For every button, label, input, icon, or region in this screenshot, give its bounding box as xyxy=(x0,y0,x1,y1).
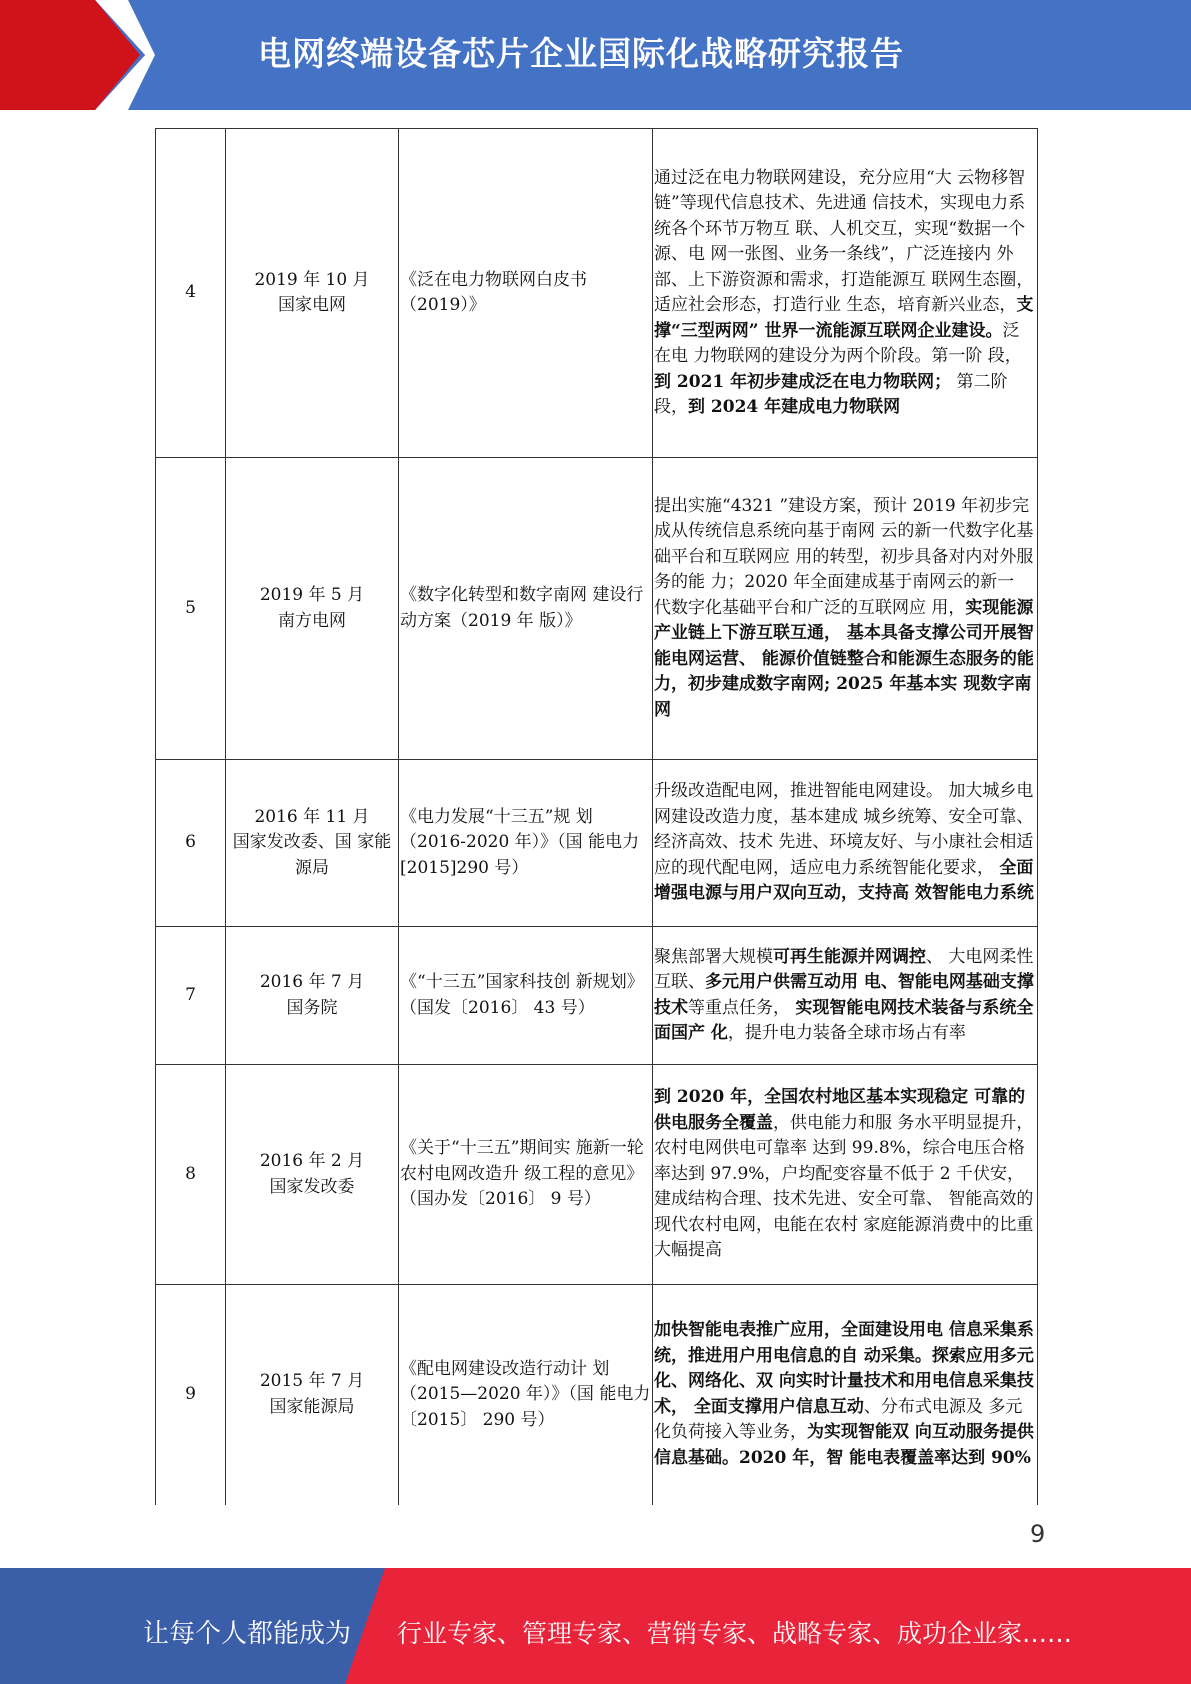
table-row xyxy=(156,1065,1038,1285)
date-org-cell xyxy=(226,129,399,458)
content-segment: 等重点任务， xyxy=(688,997,796,1018)
date-org-cell xyxy=(226,760,399,927)
policy-content xyxy=(653,760,1038,927)
date-org-cell xyxy=(226,927,399,1065)
policy-content xyxy=(653,458,1038,760)
table-row xyxy=(156,927,1038,1065)
row-number: 4 xyxy=(156,129,226,458)
document-name: 《数字化转型和数字南网 建设行动方案（2019 年 版）》 xyxy=(399,458,653,760)
content-bold-segment: 支撑“三型两网” 世界一流能源互联网企业建设。 xyxy=(654,295,1034,341)
issuing-org: 国家发改委 xyxy=(269,1176,355,1197)
content-bold-segment: 可再生能源并网调控 xyxy=(773,946,926,967)
document-name: 《泛在电力物联网白皮书（2019）》 xyxy=(399,129,653,458)
document-name: 《“十三五”国家科技创 新规划》（国发〔2016〕 43 号） xyxy=(399,927,653,1065)
content-segment: ，供电能力和服 务水平明显提升，农村电网供电可靠率 达到 99.8%，综合电压合格率达到 97.9%，户均配变容量不低于 2 千伏安， 建成结构合理、技术先进、安全可靠、 智能高效的现代农村电网，电能在农村 家庭能源消费中的比重大幅提高 xyxy=(654,1112,1034,1261)
date-org-cell xyxy=(226,458,399,760)
issue-date: 2015 年 7 月 xyxy=(259,1371,365,1392)
row-number: 7 xyxy=(156,927,226,1065)
row-number: 9 xyxy=(156,1285,226,1505)
row-number: 8 xyxy=(156,1065,226,1285)
issue-date: 2016 年 2 月 xyxy=(259,1151,365,1171)
page-number: 9 xyxy=(1030,1520,1046,1548)
content-segment: 聚焦部署大规模 xyxy=(654,946,773,967)
content-segment: 、 大电网柔性互联、 xyxy=(654,946,1034,992)
content-segment: 、分布式电源及 多元化负荷接入等业务， xyxy=(654,1396,1023,1443)
content-segment: 泛在电 力物联网的建设分为两个阶段。第一阶 段， xyxy=(654,320,1022,366)
table-row xyxy=(156,458,1038,760)
content-bold-segment: 实现智能电网技术装备与系统全面国产 化 xyxy=(654,997,1034,1043)
content-bold-segment: 为实现智能双 向互动服务提供信息基础。2020 年，智 能电表覆盖率达到 90% xyxy=(654,1422,1034,1468)
content-bold-segment: 到 2024 年建成电力物联网 xyxy=(688,397,901,417)
issue-date: 2016 年 11 月 xyxy=(254,806,370,827)
footer-slogan-right: 行业专家、管理专家、营销专家、战略专家、成功企业家…… xyxy=(397,1619,1073,1648)
report-title: 电网终端设备芯片企业国际化战略研究报告 xyxy=(258,34,904,73)
policy-table-body xyxy=(156,129,1038,1505)
document-name: 《关于“十三五”期间实 施新一轮农村电网改造升 级工程的意见》（国办发〔2016〕 9 号） xyxy=(399,1065,653,1285)
policy-content xyxy=(653,1285,1038,1505)
footer-slogan-left: 让每个人都能成为 xyxy=(143,1619,352,1649)
policy-content xyxy=(653,1065,1038,1285)
issue-date: 2019 年 10 月 xyxy=(254,269,370,290)
content-segment: 通过泛在电力物联网建设，充分应用“大 云物移智链”等现代信息技术、先进通 信技术，实现电力系统各个环节万物互 联、人机交互，实现“数据一个源、电 网一张图、业务一条线”，广泛连接内 外部、上下游资源和需求，打造能源互 联网生态圈，适应社会形态，打造行业 生态，培育新兴业态， xyxy=(654,167,1034,315)
issue-date: 2019 年 5 月 xyxy=(259,585,365,605)
content-segment: ，提升电力装备全球市场占有率 xyxy=(727,1023,966,1043)
table-row xyxy=(156,129,1038,458)
row-number: 5 xyxy=(156,458,226,760)
issue-date: 2016 年 7 月 xyxy=(259,972,365,992)
policy-content xyxy=(653,927,1038,1065)
page-footer xyxy=(0,1568,1191,1684)
content-bold-segment: 多元用户供需互动用 电、智能电网基础支撑技术 xyxy=(654,972,1034,1018)
content-bold-segment: 实现能源产业链上下游互联互通， 基本具备支撑公司开展智能电网运营、 能源价值链整合和能源生态服务的能 力，初步建成数字南网; 2025 年基本实 现数字南网 xyxy=(654,597,1034,720)
content-segment: 升级改造配电网，推进智能电网建设。 加大城乡电网建设改造力度，基本建成 城乡统筹、安全可靠、经济高效、技术 先进、环境友好、与小康社会相适应的现代配电网，适应电力系统智能化要求， xyxy=(654,781,1034,878)
document-name: 《配电网建设改造行动计 划（2015—2020 年）》（国 能电力〔2015〕 290 号） xyxy=(399,1285,653,1505)
row-number: 6 xyxy=(156,760,226,927)
content-bold-segment: 全面增强电源与用户双向互动，支持高 效智能电力系统 xyxy=(654,857,1034,904)
table-row xyxy=(156,1285,1038,1505)
content-bold-segment: 加快智能电表推广应用，全面建设用电 信息采集系统，推进用户用电信息的自 动采集。探索应用多元化、网络化、双 向实时计量技术和用电信息采集技术， 全面支撑用户信息互动 xyxy=(654,1320,1034,1417)
document-name: 《电力发展“十三五”规 划（2016-2020 年）》（国 能电力[2015]290 号） xyxy=(399,760,653,927)
issuing-org: 国家能源局 xyxy=(269,1396,355,1417)
policy-content xyxy=(653,129,1038,458)
issuing-org: 国务院 xyxy=(286,997,338,1018)
date-org-cell xyxy=(226,1065,399,1285)
content-segment: 提出实施“4321 ”建设方案，预计 2019 年初步完成从传统信息系统向基于南网 云的新一代数字化基础平台和互联网应 用的转型，初步具备对内对外服务的能 力；2020 年全面建成基于南网云的新一 代数字化基础平台和广泛的互联网应 用， xyxy=(654,495,1034,618)
table-row xyxy=(156,760,1038,927)
content-bold-segment: 到 2020 年，全国农村地区基本实现稳定 可靠的供电服务全覆盖 xyxy=(654,1087,1026,1133)
policy-table xyxy=(155,128,1038,1505)
issuing-org: 南方电网 xyxy=(278,610,346,631)
issuing-org: 国家电网 xyxy=(278,295,346,315)
content-segment: 第二阶段， xyxy=(654,371,1008,417)
issuing-org: 国家发改委、国 家能源局 xyxy=(232,832,392,878)
content-bold-segment: 到 2021 年初步建成泛在电力物联网； xyxy=(654,371,952,392)
date-org-cell xyxy=(226,1285,399,1505)
page-header xyxy=(0,0,1191,110)
